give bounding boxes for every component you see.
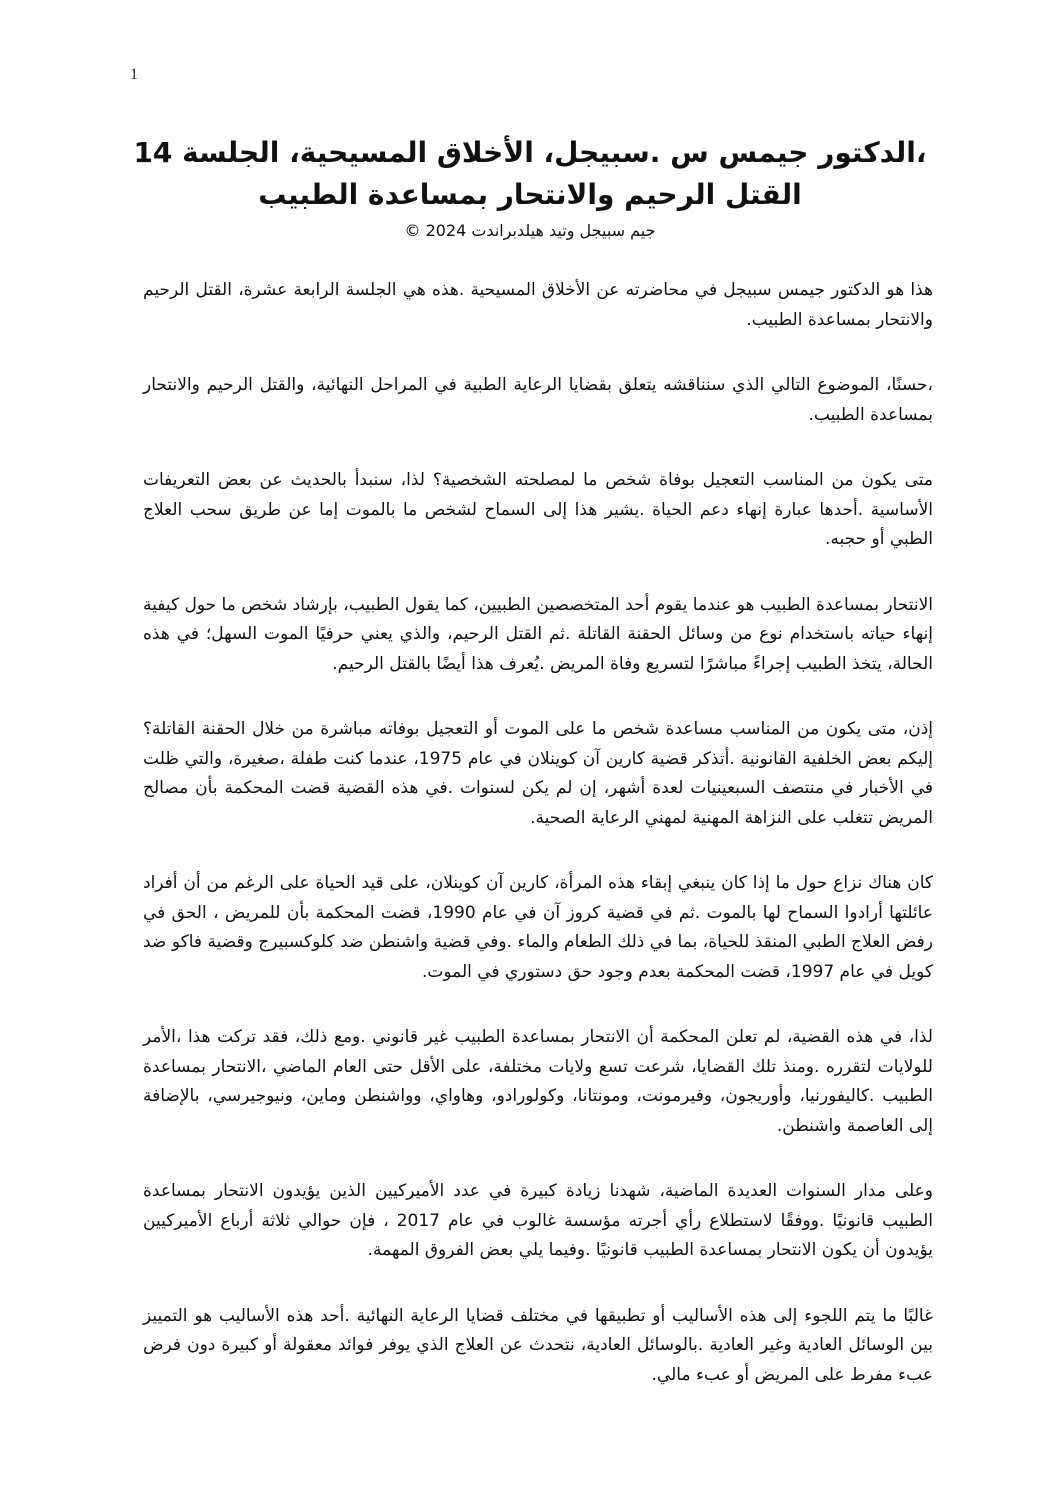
paragraph-8: وعلى مدار السنوات العديدة الماضية، شهدنا زيادة كبيرة في عدد الأميركيين الذين يؤيدون الانتحار بمساعدة الطبيب قانونيًا .ووفقًا لاستطلاع رأي أجرته مؤسسة غالوب في عام 2017 ، فإن حوالي ثلاثة أرباع الأميركيين يؤيدون أن يكون الانتحار بمساعدة الطبيب قانونيًا .وفيما يلي بعض الفروق المهمة.: [143, 1181, 933, 1260]
paragraph-3: متى يكون من المناسب التعجيل بوفاة شخص ما لمصلحته الشخصية؟ لذا، سنبدأ بالحديث عن بعض التعريفات الأساسية .أحدها عبارة إنهاء دعم الحياة .يشير هذا إلى السماح لشخص ما بالموت إما عن طريق سحب العلاج الطبي أو حجبه.: [143, 470, 933, 549]
document-title-line-2: القتل الرحيم والانتحار بمساعدة الطبيب: [258, 178, 802, 211]
document-title-line-1: ،الدكتور جيمس س .سبيجل، الأخلاق المسيحية، الجلسة 14: [133, 136, 927, 169]
copyright-notice: جيم سبيجل وتيد هيلدبراندت 2024 ©: [404, 221, 656, 240]
page-number: 1: [130, 66, 138, 83]
paragraph-7: لذا، في هذه القضية، لم تعلن المحكمة أن الانتحار بمساعدة الطبيب غير قانوني .ومع ذلك، فقد تركت هذا ،الأمر للولايات لتقرره .ومنذ تلك القضايا، شرعت تسع ولايات مختلفة، على الأقل حتى العام الماضي ،الانتحار بمساعدة الطبيب .كاليفورنيا، وأوريجون، وفيرمونت، ومونتانا، وكولورادو، وهاواي، وواشنطن وماين، ونيوجيرسي، بالإضافة إلى العاصمة واشنطن.: [143, 1027, 933, 1136]
document-body: [143, 276, 933, 1426]
paragraph-6: كان هناك نزاع حول ما إذا كان ينبغي إبقاء هذه المرأة، كارين آن كوينلان، على قيد الحياة على الرغم من أن أفراد عائلتها أرادوا السماح لها بالموت .ثم في قضية كروز آن في عام 1990، قضت المحكمة بأن للمريض ، الحق في رفض العلاج الطبي المنقذ للحياة، بما في ذلك الطعام والماء .وفي قضية واشنطن ضد كلوكسبيرج وقضية فاكو ضد كويل في عام 1997، قضت المحكمة بعدم وجود حق دستوري في الموت.: [143, 873, 934, 982]
paragraph-4: الانتحار بمساعدة الطبيب هو عندما يقوم أحد المتخصصين الطبيين، كما يقول الطبيب، بإرشاد شخص ما حول كيفية إنهاء حياته باستخدام نوع من وسائل الحقنة القاتلة .ثم القتل الرحيم، والذي يعني حرفيًا الموت السهل؛ في هذه الحالة، يتخذ الطبيب إجراءً مباشرًا لتسريع وفاة المريض .يُعرف هذا أيضًا بالقتل الرحيم.: [143, 594, 933, 674]
paragraph-2: ،حسنًا، الموضوع التالي الذي سنناقشه يتعلق بقضايا الرعاية الطبية في المراحل النهائية، والقتل الرحيم والانتحار بمساعدة الطبيب.: [143, 375, 933, 425]
document-header: [120, 132, 940, 244]
paragraph-1: هذا هو الدكتور جيمس سبيجل في محاضرته عن الأخلاق المسيحية .هذه هي الجلسة الرابعة عشرة، القتل الرحيم والانتحار بمساعدة الطبيب.: [143, 280, 933, 330]
paragraph-5: إذن، متى يكون من المناسب مساعدة شخص ما على الموت أو التعجيل بوفاته مباشرة من خلال الحقنة القاتلة؟ إليكم بعض الخلفية القانونية .أتذكر قضية كارين آن كوينلان في عام 1975، عندما كنت طفلة ،صغيرة، والتي ظلت في الأخبار في منتصف السبعينيات لعدة أشهر، إن لم يكن لسنوات .في هذه القضية قضت المحكمة بأن مصالح المريض تتغلب على النزاهة المهنية لمهني الرعاية الصحية.: [143, 719, 933, 828]
paragraph-9: غالبًا ما يتم اللجوء إلى هذه الأساليب أو تطبيقها في مختلف قضايا الرعاية النهائية .أحد هذه الأساليب هو التمييز بين الوسائل العادية وغير العادية .بالوسائل العادية، نتحدث عن العلاج الذي يوفر فوائد معقولة أو كبيرة دون فرض عبء مفرط على المريض أو عبء مالي.: [143, 1305, 933, 1385]
